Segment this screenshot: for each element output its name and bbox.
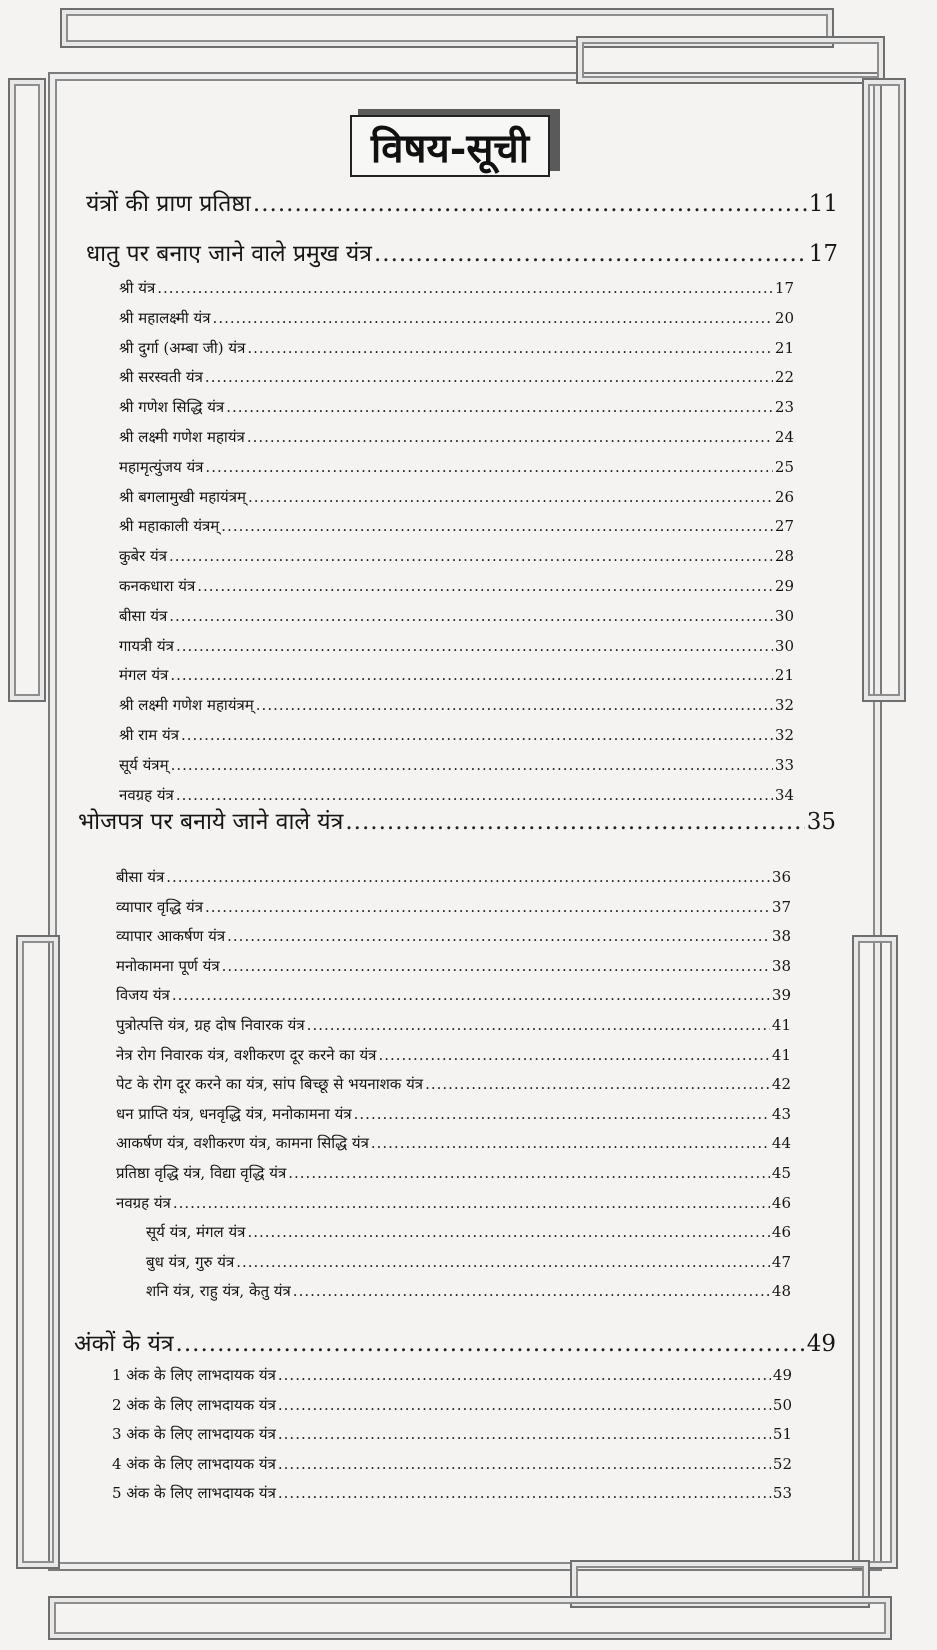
- entry-page-number: 47: [771, 1252, 791, 1271]
- toc-entry: [119, 487, 794, 511]
- entry-label: श्री महाकाली यंत्रम्: [119, 517, 220, 536]
- entry-label: बीसा यंत्र: [119, 606, 168, 625]
- entry-page-number: 45: [771, 1164, 791, 1182]
- entry-page-number: 50: [772, 1395, 792, 1414]
- entry-label: श्री दुर्गा (अम्बा जी) यंत्र: [119, 338, 246, 357]
- leader-dots: [222, 957, 770, 975]
- entry-label: श्री यंत्र: [119, 279, 156, 297]
- entry-label: महामृत्युंजय यंत्र: [119, 457, 204, 476]
- leader-dots: [307, 1016, 770, 1034]
- entry-page-number: 49: [772, 1366, 792, 1384]
- leader-dots: [378, 1046, 769, 1064]
- leader-dots: [278, 1455, 771, 1473]
- entry-page-number: 51: [772, 1425, 792, 1444]
- title-badge: [350, 115, 550, 177]
- leader-dots: [354, 1105, 770, 1123]
- toc-entry: [116, 1163, 791, 1187]
- entry-label: 5 अंक के लिए लाभदायक यंत्र: [112, 1484, 276, 1503]
- toc-entry: [116, 985, 791, 1009]
- toc-entry: [112, 1454, 792, 1478]
- toc-entry: [119, 457, 794, 481]
- entry-page-number: 22: [774, 368, 794, 387]
- leader-dots: [278, 1484, 771, 1502]
- entry-page-number: 20: [774, 308, 794, 327]
- section-page-number: 49: [806, 1331, 836, 1357]
- entry-page-number: 23: [774, 398, 794, 417]
- toc-subentry: [146, 1252, 791, 1276]
- entry-label: श्री बगलामुखी महायंत्रम्: [119, 487, 247, 506]
- entry-page-number: 27: [774, 517, 794, 536]
- toc-entry: [119, 278, 794, 302]
- entry-page-number: 41: [771, 1045, 791, 1064]
- toc-entry: [116, 1193, 791, 1217]
- entry-label: श्री राम यंत्र: [119, 726, 180, 744]
- leader-dots: [288, 1164, 770, 1182]
- entry-page-number: 17: [774, 279, 794, 297]
- toc-entry: [119, 338, 794, 362]
- leader-dots: [425, 1075, 770, 1093]
- leader-dots: [227, 927, 770, 945]
- section-page-number: 35: [806, 809, 836, 835]
- entry-label: सूर्य यंत्र, मंगल यंत्र: [146, 1223, 246, 1242]
- leader-dots: [169, 547, 773, 565]
- toc-entry: [119, 427, 794, 451]
- leader-dots: [173, 1194, 770, 1212]
- leader-dots: [166, 868, 770, 886]
- leader-dots: [205, 458, 772, 476]
- border-left-upper-bar: [8, 78, 46, 702]
- leader-dots: [293, 1282, 770, 1300]
- entry-label: 1 अंक के लिए लाभदायक यंत्र: [112, 1366, 276, 1384]
- border-left-lower-bar: [16, 935, 60, 1569]
- toc-entry: [116, 1074, 791, 1098]
- toc-entry: [116, 926, 791, 950]
- leader-dots: [176, 637, 773, 655]
- entry-page-number: 25: [774, 457, 794, 476]
- entry-page-number: 21: [774, 338, 794, 357]
- entry-page-number: 32: [774, 726, 794, 744]
- entry-page-number: 41: [771, 1016, 791, 1034]
- toc-entry: [116, 1015, 791, 1039]
- section-heading: [74, 1326, 836, 1360]
- entry-label: मंगल यंत्र: [119, 666, 169, 685]
- entry-page-number: 28: [774, 547, 794, 566]
- section-page-number: 11: [808, 191, 838, 217]
- leader-dots: [157, 279, 773, 297]
- entry-page-number: 38: [771, 956, 791, 975]
- leader-dots: [205, 898, 770, 916]
- toc-entry: [112, 1365, 792, 1389]
- entry-label: गायत्री यंत्र: [119, 636, 174, 655]
- section-heading: [78, 804, 836, 838]
- border-right-lower-bar: [852, 935, 898, 1569]
- toc-entry: [119, 725, 794, 749]
- entry-page-number: 37: [771, 897, 791, 916]
- entry-page-number: 34: [774, 785, 794, 804]
- section-title: भोजपत्र पर बनाये जाने वाले यंत्र: [78, 809, 344, 835]
- entry-page-number: 43: [771, 1104, 791, 1123]
- toc-subentry: [146, 1281, 791, 1305]
- entry-page-number: 36: [771, 868, 791, 886]
- leader-dots: [170, 666, 773, 684]
- leader-dots: [169, 607, 773, 625]
- entry-label: मनोकामना पूर्ण यंत्र: [116, 956, 220, 975]
- leader-dots: [176, 786, 773, 804]
- toc-entry: [119, 516, 794, 540]
- toc-entry: [119, 367, 794, 391]
- entry-label: व्यापार वृद्धि यंत्र: [116, 897, 203, 916]
- entry-page-number: 46: [771, 1193, 791, 1212]
- leader-dots: [345, 809, 804, 835]
- toc-entry: [112, 1424, 792, 1448]
- section-title: यंत्रों की प्राण प्रतिष्ठा: [86, 191, 251, 217]
- toc-entry: [119, 695, 794, 719]
- entry-label: विजय यंत्र: [116, 986, 170, 1005]
- entry-page-number: 21: [774, 666, 794, 685]
- leader-dots: [247, 428, 773, 446]
- entry-page-number: 48: [771, 1282, 791, 1301]
- leader-dots: [226, 398, 773, 416]
- entry-label: श्री महालक्ष्मी यंत्र: [119, 308, 211, 327]
- toc-entry: [116, 1133, 791, 1157]
- entry-label: 4 अंक के लिए लाभदायक यंत्र: [112, 1454, 276, 1473]
- leader-dots: [172, 986, 770, 1004]
- entry-page-number: 44: [771, 1134, 791, 1153]
- entry-label: बीसा यंत्र: [116, 868, 165, 886]
- border-right-upper-bar: [862, 78, 906, 702]
- entry-label: व्यापार आकर्षण यंत्र: [116, 927, 226, 946]
- entry-page-number: 53: [772, 1484, 792, 1503]
- entry-label: कनकधारा यंत्र: [119, 577, 196, 595]
- leader-dots: [374, 241, 807, 267]
- entry-label: श्री लक्ष्मी गणेश महायंत्र: [119, 428, 245, 446]
- toc-entry: [119, 576, 794, 600]
- toc-entry: [116, 897, 791, 921]
- entry-label: श्री गणेश सिद्धि यंत्र: [119, 398, 225, 417]
- leader-dots: [248, 488, 773, 506]
- leader-dots: [176, 1331, 805, 1357]
- entry-label: धन प्राप्ति यंत्र, धनवृद्धि यंत्र, मनोकामना यंत्र: [116, 1104, 352, 1123]
- leader-dots: [278, 1425, 771, 1443]
- entry-label: 3 अंक के लिए लाभदायक यंत्र: [112, 1425, 276, 1444]
- leader-dots: [213, 309, 773, 327]
- entry-label: सूर्य यंत्रम्: [119, 755, 169, 774]
- entry-page-number: 46: [771, 1223, 791, 1242]
- toc-entry: [116, 867, 791, 891]
- entry-page-number: 30: [774, 636, 794, 655]
- entry-page-number: 33: [774, 755, 794, 774]
- entry-label: प्रतिष्ठा वृद्धि यंत्र, विद्या वृद्धि यंत्र: [116, 1164, 287, 1182]
- entry-page-number: 29: [774, 577, 794, 595]
- leader-dots: [256, 696, 773, 714]
- toc-entry: [119, 546, 794, 570]
- toc-subentry: [146, 1222, 791, 1246]
- entry-page-number: 42: [771, 1075, 791, 1094]
- leader-dots: [236, 1253, 770, 1271]
- page-title: विषय-सूची: [350, 115, 550, 177]
- toc-entry: [119, 397, 794, 421]
- entry-label: नवग्रह यंत्र: [116, 1193, 171, 1212]
- entry-label: श्री सरस्वती यंत्र: [119, 368, 203, 387]
- leader-dots: [278, 1366, 771, 1384]
- toc-entry: [112, 1483, 792, 1507]
- border-bottom-bar: [48, 1596, 892, 1640]
- toc-entry: [119, 636, 794, 660]
- entry-label: बुध यंत्र, गुरु यंत्र: [146, 1252, 235, 1271]
- entry-label: नवग्रह यंत्र: [119, 785, 174, 804]
- entry-page-number: 52: [772, 1454, 792, 1473]
- toc-entry: [119, 308, 794, 332]
- leader-dots: [221, 517, 773, 535]
- section-heading: [86, 236, 838, 270]
- section-title: अंकों के यंत्र: [74, 1331, 174, 1357]
- entry-label: कुबेर यंत्र: [119, 547, 167, 566]
- leader-dots: [197, 577, 773, 595]
- entry-label: श्री लक्ष्मी गणेश महायंत्रम्: [119, 696, 254, 715]
- leader-dots: [247, 339, 773, 357]
- leader-dots: [205, 368, 773, 386]
- leader-dots: [253, 191, 807, 217]
- entry-label: पुत्रोत्पत्ति यंत्र, ग्रह दोष निवारक यंत्र: [116, 1016, 305, 1034]
- section-title: धातु पर बनाए जाने वाले प्रमुख यंत्र: [86, 241, 372, 267]
- toc-entry: [119, 665, 794, 689]
- toc-entry: [112, 1395, 792, 1419]
- toc-entry: [116, 956, 791, 980]
- entry-label: नेत्र रोग निवारक यंत्र, वशीकरण दूर करने का यंत्र: [116, 1045, 377, 1064]
- leader-dots: [171, 756, 773, 774]
- leader-dots: [371, 1134, 770, 1152]
- entry-page-number: 39: [771, 986, 791, 1005]
- entry-label: आकर्षण यंत्र, वशीकरण यंत्र, कामना सिद्धि यंत्र: [116, 1134, 369, 1153]
- entry-page-number: 24: [774, 428, 794, 446]
- border-top-right-bar: [576, 36, 885, 84]
- toc-entry: [116, 1104, 791, 1128]
- entry-page-number: 30: [774, 606, 794, 625]
- toc-entry: [119, 755, 794, 779]
- leader-dots: [181, 726, 773, 744]
- leader-dots: [278, 1396, 771, 1414]
- toc-entry: [116, 1045, 791, 1069]
- entry-label: 2 अंक के लिए लाभदायक यंत्र: [112, 1395, 276, 1414]
- entry-label: शनि यंत्र, राहु यंत्र, केतु यंत्र: [146, 1282, 291, 1301]
- entry-page-number: 32: [774, 696, 794, 715]
- entry-page-number: 38: [771, 927, 791, 946]
- section-page-number: 17: [808, 241, 838, 267]
- toc-entry: [119, 606, 794, 630]
- entry-page-number: 26: [774, 487, 794, 506]
- leader-dots: [247, 1223, 769, 1241]
- section-heading: [86, 186, 838, 220]
- entry-label: पेट के रोग दूर करने का यंत्र, सांप बिच्छू से भयनाशक यंत्र: [116, 1075, 424, 1094]
